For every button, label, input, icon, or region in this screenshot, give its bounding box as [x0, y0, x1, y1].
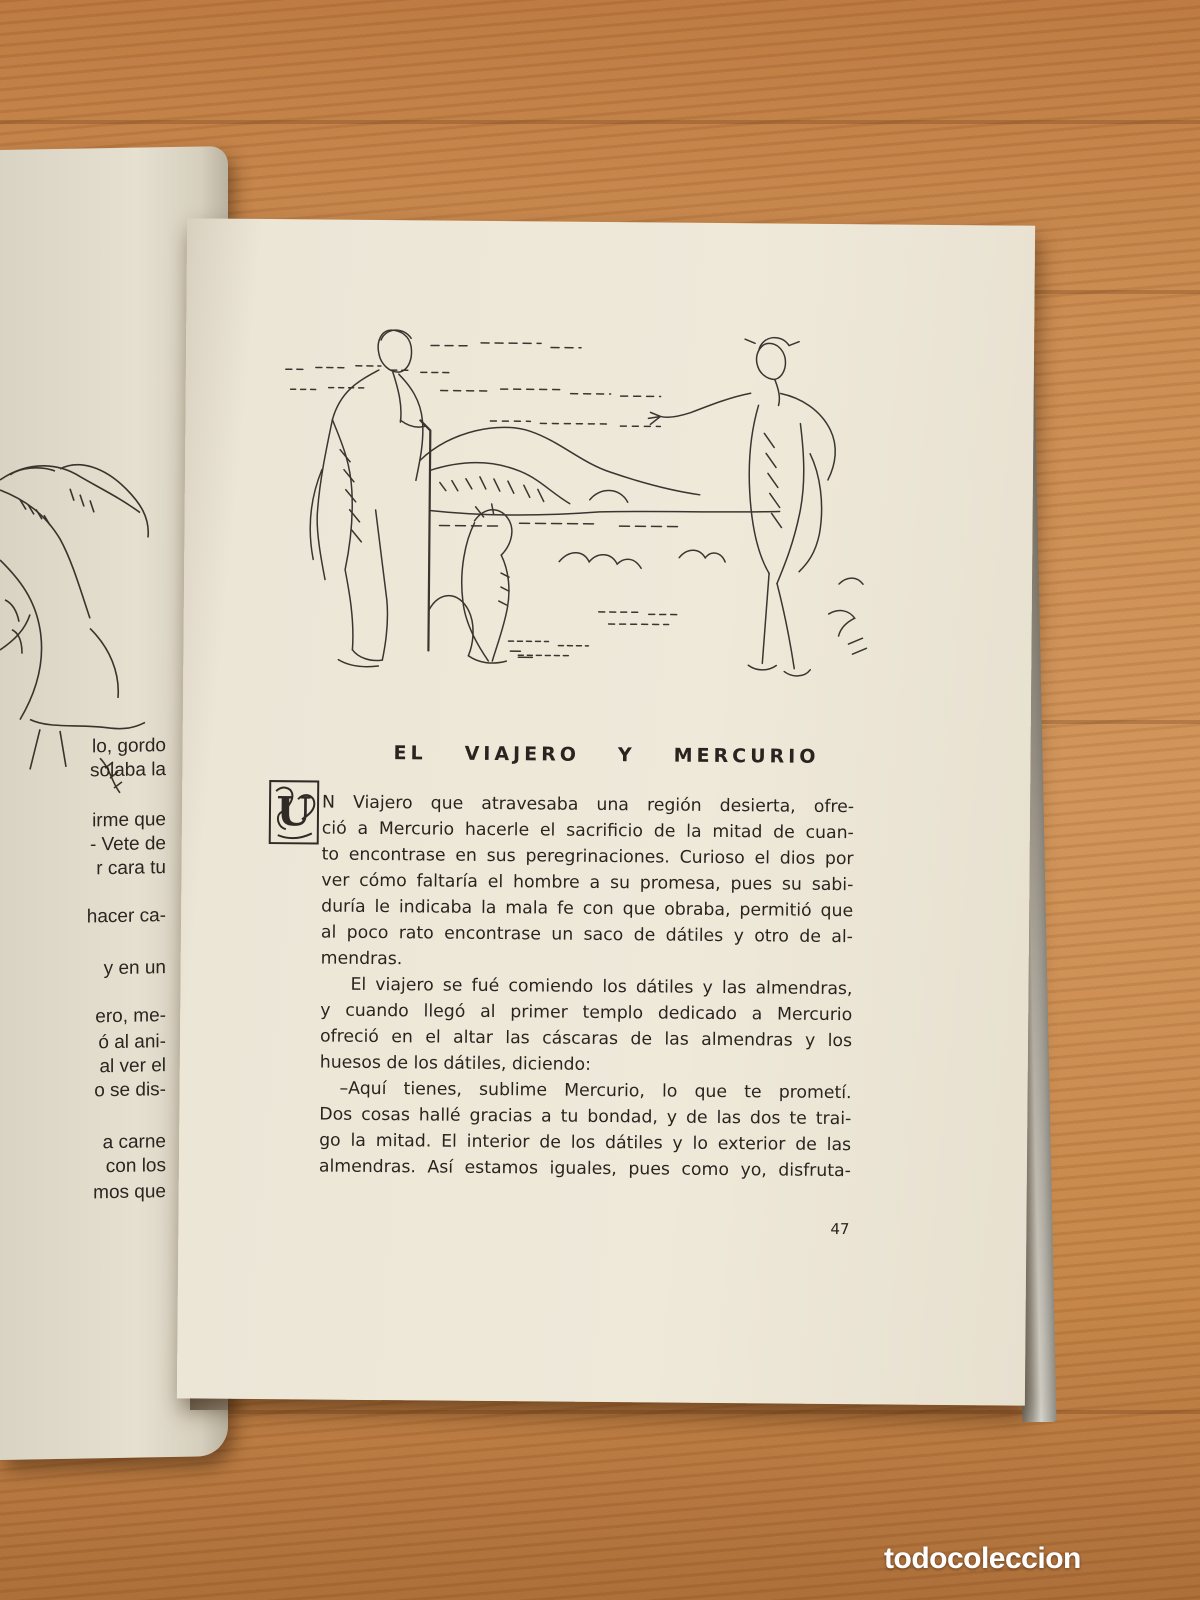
body-line: El viajero se fué comiendo los dátiles y las almendras, [350, 974, 853, 1000]
left-page-text-fragment: a carne [102, 1131, 166, 1154]
engraving-illustration [278, 309, 901, 694]
left-page-text-fragment: con los [105, 1155, 166, 1178]
title-word: EL [393, 742, 427, 765]
left-page-text-fragment: solaba la [89, 759, 166, 782]
ornamental-drop-cap [268, 779, 321, 845]
body-line: al poco rato encontrase un saco de dátiles y otro de al- [320, 922, 854, 948]
left-page-text-fragment: mos que [93, 1181, 166, 1204]
body-line: ver cómo faltaría el hombre a su promesa, pues su sabi- [321, 870, 854, 896]
body-line: go la mitad. El interior de los dátiles y lo exterior de las [319, 1130, 852, 1156]
left-page-text-fragment: irme que [92, 809, 166, 832]
story-body [319, 790, 854, 1185]
left-page-text-fragment: - Vete de [89, 833, 166, 856]
body-line: Dos cosas hallé gracias a tu bondad, y de las dos te trai- [319, 1104, 852, 1130]
left-page-text-fragment: hacer ca- [86, 905, 166, 928]
title-word: VIAJERO [464, 742, 581, 766]
left-page-text-fragment: o se dis- [94, 1079, 166, 1102]
body-line: to encontrase en sus peregrinaciones. Curioso el dios por [321, 844, 854, 870]
title-word: Y [617, 744, 636, 767]
left-page-text-fragment: r cara tu [96, 857, 166, 880]
right-page [177, 218, 1035, 1405]
drop-cap-letter: U [276, 788, 312, 836]
body-line: ció a Mercurio hacerle el sacrificio de la mitad de cuan- [321, 818, 854, 844]
watermark-logo: todocoleccion [884, 1542, 1081, 1575]
body-line: huesos de los dátiles, diciendo: [319, 1052, 592, 1075]
left-page-text-fragment: y en un [103, 957, 166, 980]
left-page-text-fragment: ero, me- [95, 1005, 166, 1028]
body-line: –Aquí tienes, sublime Mercurio, lo que te prometí. [339, 1078, 852, 1104]
left-page-text-fragment: lo, gordo [92, 735, 166, 758]
title-word: MERCURIO [673, 744, 820, 768]
page-number: 47 [830, 1219, 850, 1239]
story-title [182, 740, 1030, 769]
table-grain [0, 120, 1200, 124]
left-page-text-fragment: al ver el [99, 1055, 166, 1078]
body-line: almendras. Así estamos iguales, pues como yo, disfruta- [318, 1156, 851, 1182]
body-line: mendras. [320, 948, 403, 970]
body-line: ofreció en el altar las cáscaras de las almendras y los [319, 1026, 853, 1052]
body-line: y cuando llegó al primer templo dedicado a Mercurio [320, 1000, 853, 1026]
body-line: duría le indicaba la mala fe con que obraba, permitió que [321, 896, 854, 922]
left-page-text-fragment: ó al ani- [98, 1031, 166, 1054]
body-line: N Viajero que atravesaba una región desierta, ofre- [321, 792, 855, 818]
